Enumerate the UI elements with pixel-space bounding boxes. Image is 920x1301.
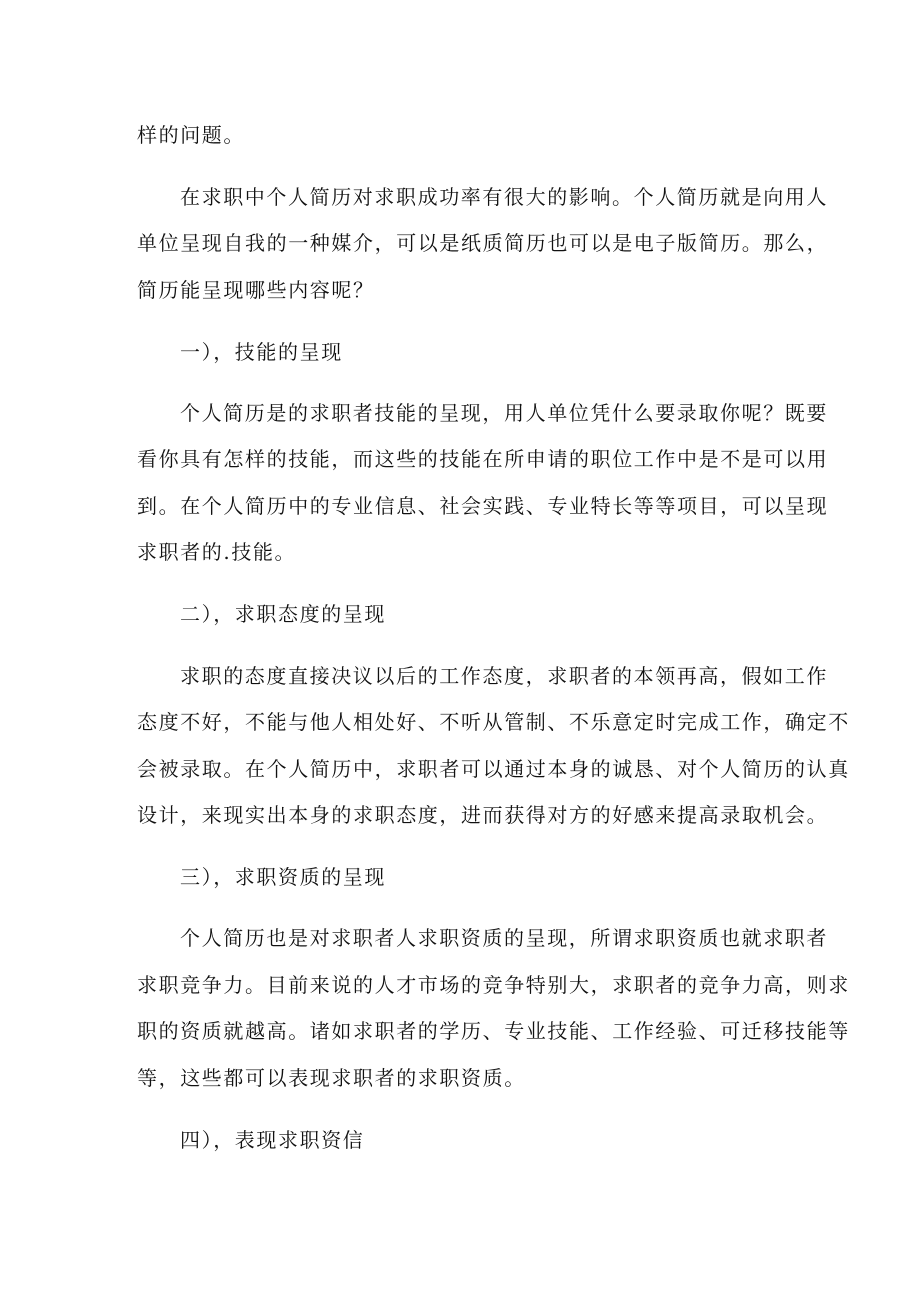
qualification-paragraph-line-4: 等，这些都可以表现求职者的求职资质。 [137,1066,526,1090]
attitude-paragraph-line-2: 态度不好，不能与他人相处好、不听从管制、不乐意定时完成工作，确定不 [137,710,850,734]
intro-paragraph-line-1: 在求职中个人简历对求职成功率有很大的影响。个人简历就是向用人 [180,185,828,209]
attitude-paragraph-line-3: 会被录取。在个人简历中，求职者可以通过本身的诚恳、对个人简历的认真 [137,757,850,781]
intro-paragraph-line-2: 单位呈现自我的一种媒介，可以是纸质简历也可以是电子版简历。那么， [137,231,829,255]
section-heading-skills: 一），技能的呈现 [180,340,343,364]
attitude-paragraph-line-1: 求职的态度直接决议以后的工作态度，求职者的本领再高，假如工作 [180,664,828,688]
section-heading-qualification: 三），求职资质的呈现 [180,865,386,889]
skills-paragraph-line-1: 个人简历是的求职者技能的呈现，用人单位凭什么要录取你呢？既要 [180,401,828,425]
paragraph-continuation-line: 样的问题。 [137,123,245,147]
skills-paragraph-line-2: 看你具有怎样的技能，而这些的技能在所申请的职位工作中是不是可以用 [137,447,829,471]
qualification-paragraph-line-3: 职的资质就越高。诸如求职者的学历、专业技能、工作经验、可迁移技能等 [137,1019,850,1043]
attitude-paragraph-line-4: 设计，来现实出本身的求职态度，进而获得对方的好感来提高录取机会。 [137,803,829,827]
section-heading-credibility: 四），表现求职资信 [180,1128,365,1152]
qualification-paragraph-line-1: 个人简历也是对求职者人求职资质的呈现，所谓求职资质也就求职者 [180,926,828,950]
skills-paragraph-line-4: 求职者的.技能。 [137,540,297,564]
intro-paragraph-line-3: 简历能呈现哪些内容呢？ [137,278,375,302]
section-heading-attitude: 二），求职态度的呈现 [180,602,386,626]
skills-paragraph-line-3: 到。在个人简历中的专业信息、社会实践、专业特长等等项目，可以呈现 [137,494,829,518]
qualification-paragraph-line-2: 求职竞争力。目前来说的人才市场的竞争特别大，求职者的竞争力高，则求 [137,973,850,997]
